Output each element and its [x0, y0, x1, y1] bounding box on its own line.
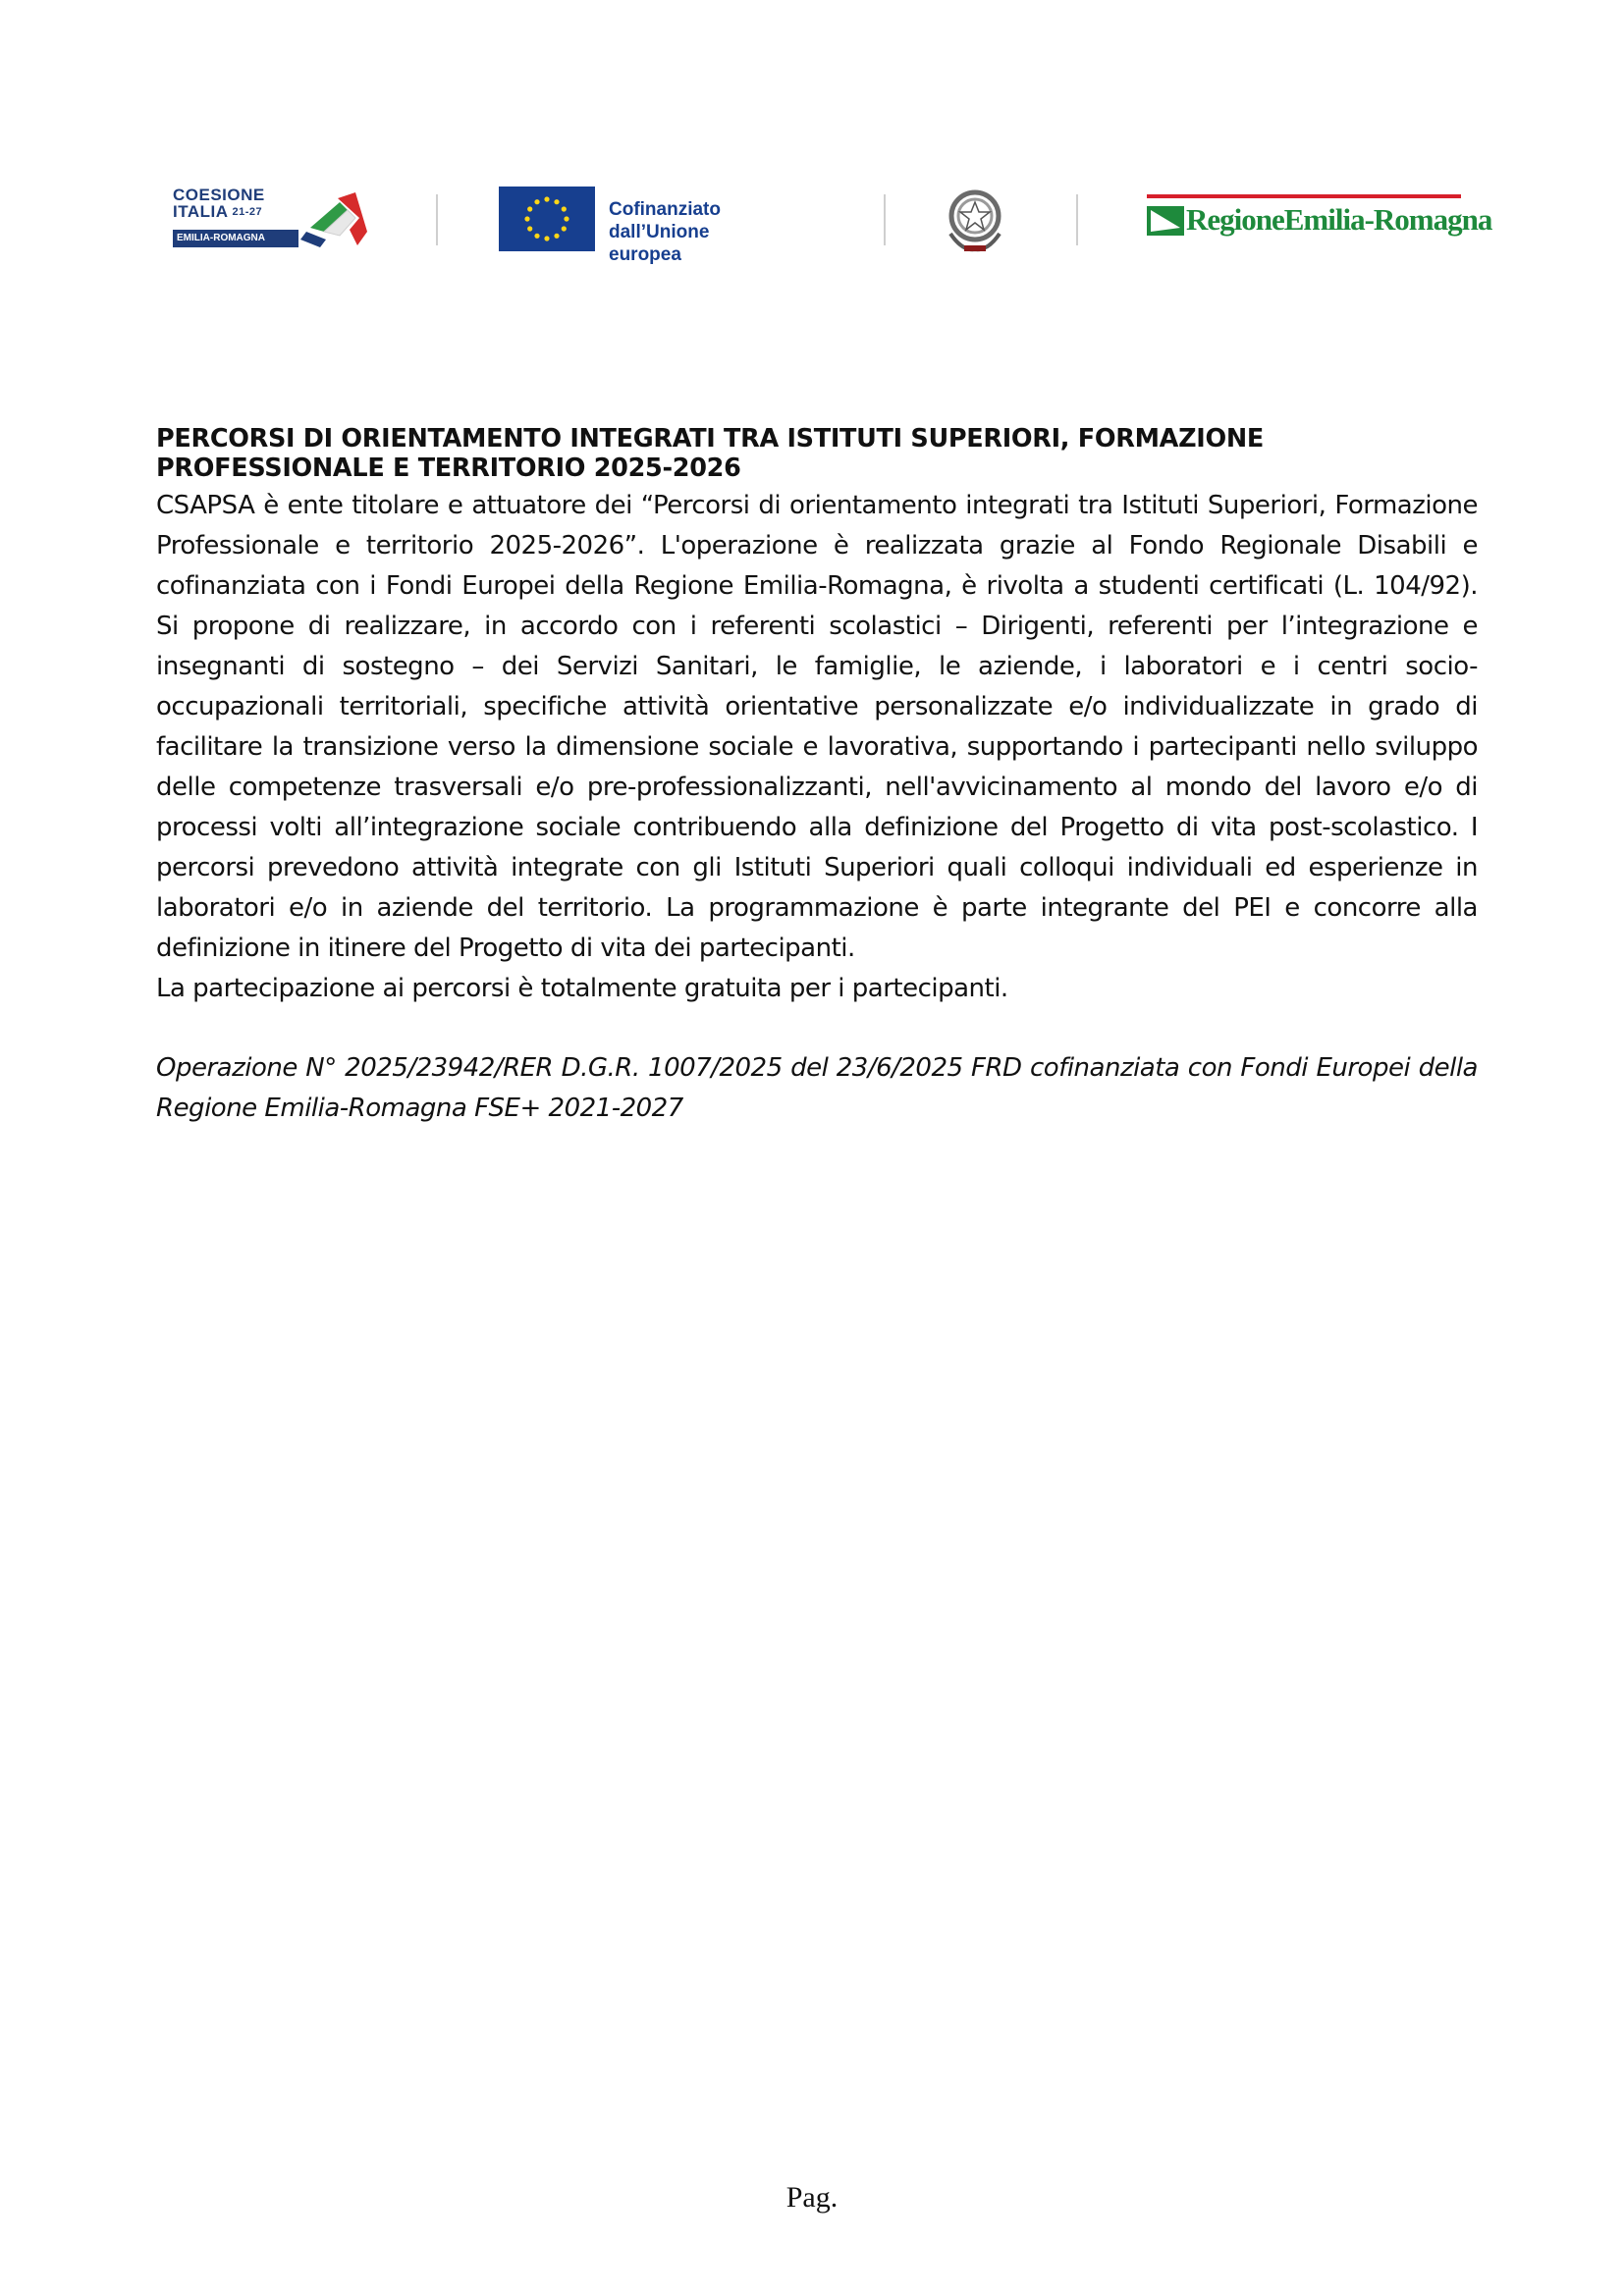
- regione-red-bar: [1147, 194, 1461, 198]
- regione-mark-icon: [1147, 206, 1184, 236]
- document-closing: La partecipazione ai percorsi è totalmente gratuita per i partecipanti.: [156, 974, 1008, 1003]
- document-heading: PERCORSI DI ORIENTAMENTO INTEGRATI TRA ISTITUTI SUPERIORI, FORMAZIONE PROFESSIONALE E TERRITORIO 2025-2026: [156, 424, 1265, 483]
- coesione-line1: COESIONE: [173, 186, 265, 204]
- separator: [884, 194, 886, 245]
- regione-name: RegioneEmilia-Romagna: [1186, 202, 1492, 237]
- regione-emilia-romagna-logo: [1147, 194, 1492, 243]
- operation-note: Operazione N° 2025/23942/RER D.G.R. 1007/2025 del 23/6/2025 FRD cofinanziata con Fondi Europei della Regione Emilia-Romagna FSE+ 2021-2027: [156, 1053, 1478, 1123]
- separator: [436, 194, 438, 245]
- coesione-years: 21-27: [232, 206, 263, 218]
- coesione-line2: ITALIA: [173, 202, 229, 221]
- eu-line1: Cofinanziato: [609, 199, 721, 220]
- page-label: Pag.: [785, 2181, 839, 2214]
- italian-republic-emblem-icon: [943, 185, 1007, 255]
- eu-cofinanziato-logo: [499, 187, 734, 265]
- eu-flag-icon: [499, 187, 595, 251]
- italy-flag-arrow-icon: [300, 192, 369, 249]
- document-content: [156, 424, 1478, 1129]
- coesione-band: EMILIA-ROMAGNA: [173, 230, 298, 247]
- coesione-italia-logo: [173, 187, 379, 257]
- separator: [1076, 194, 1078, 245]
- eu-line2: dall’Unione europea: [609, 222, 710, 265]
- document-body: CSAPSA è ente titolare e attuatore dei “Percorsi di orientamento integrati tra Istituti Superiori, Formazione Professionale e territorio 2025-2026”. L'operazione è realizzata grazie al Fondo Regionale Disabili e cofinanziata con i Fondi Europei della Regione Emilia-Romagna, è rivolta a studenti certificati (L. 104/92). Si propone di realizzare, in accordo con i referenti scolastici – Dirigenti, referenti per l’integrazione e insegnanti di sostegno – dei Servizi Sanitari, le famiglie, le aziende, i laboratori e i centri socio-occupazionali territoriali, specifiche attività orientative personalizzate e/o individualizzate in grado di facilitare la transizione verso la dimensione sociale e lavorativa, supportando i partecipanti nello sviluppo delle competenze trasversali e/o pre-professionalizzanti, nell'avvicinamento al mondo del lavoro e/o di processi volti all’integrazione sociale contribuendo alla definizione del Progetto di vita post-scolastico. I percorsi prevedono attività integrate con gli Istituti Superiori quali colloqui individuali ed esperienze in laboratori e/o in aziende del territorio. La programmazione è parte integrante del PEI e concorre alla definizione in itinere del Progetto di vita dei partecipanti.: [156, 491, 1478, 963]
- logo-header: [167, 183, 1492, 265]
